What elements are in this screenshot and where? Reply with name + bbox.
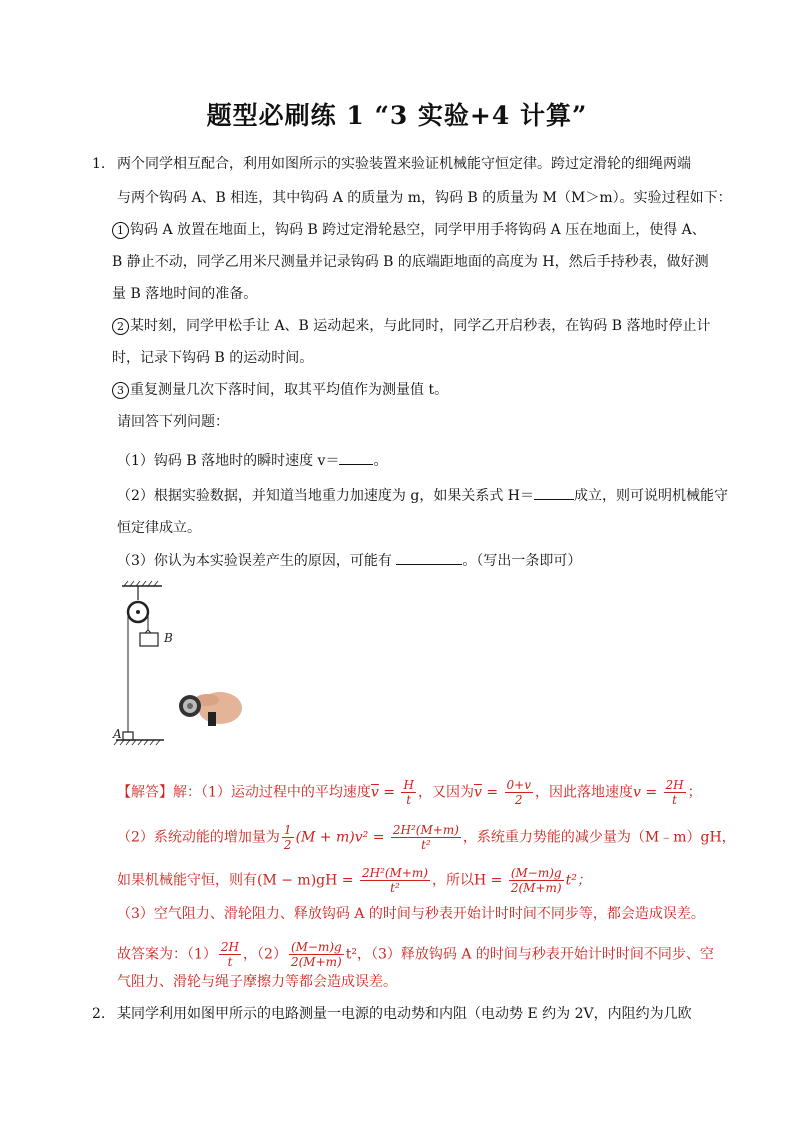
avg-velocity-symbol-2: $\overline{v}$ (473, 784, 482, 801)
q1-step2-line1 (112, 316, 711, 336)
q1-step2-line2: 时，记录下钩码 B 的运动时间。 (112, 350, 314, 366)
page-title: 题型必刷练 1 “3 实验+4 计算” (206, 101, 588, 130)
answer-l1-end: ； (687, 784, 702, 801)
answer-l1-text-b: ，又因为 (417, 784, 474, 801)
q2-line1: 某同学利用如图甲所示的电路测量一电源的电动势和内阻（电动势 E 约为 2V，内阻约为几欧 (117, 1006, 692, 1022)
frac-2h-over-t: $\frac{2H}{t}$ (665, 778, 684, 807)
frac-0v-over-2: $\frac{0+v}{2}$ (506, 778, 531, 807)
q1-step3-line1 (112, 380, 448, 400)
answer-l5-text: 故答案为：（1） (117, 946, 217, 963)
answer-line6: 气阻力、滑轮与绳子摩擦力等都会造成误差。 (117, 974, 397, 990)
q1-step1-line3: 量 B 落地时间的准备。 (112, 286, 258, 302)
sub2-text-b: 成立，则可说明机械能守 (573, 488, 728, 504)
answer-line5 (117, 940, 714, 969)
q1-prompt: 请回答下列问题： (117, 414, 229, 430)
label-b: B (164, 631, 173, 645)
q1-step1-text: 钩码 A 放置在地面上，钩码 B 跨过定滑轮悬空，同学甲用手将钩码 A 压在地面上，使得 A、 (130, 222, 706, 238)
sub2-text: （2）根据实验数据，并知道当地重力加速度为 g，如果关系式 H＝ (117, 488, 534, 504)
answer-l2-text-b: ，系统重力势能的减少量为（M﹣m）gH， (462, 829, 736, 846)
avg-velocity-symbol: $\overline{v}$ (370, 784, 379, 801)
frac-half: $\frac{1}{2}$ (283, 823, 292, 852)
sub1-blank (339, 450, 373, 465)
step2-marker: 2 (112, 318, 129, 335)
answer-l3-text-b: ，所以H = (431, 872, 507, 889)
answer-l2-text: （2）系统动能的增加量为 (117, 829, 280, 846)
q1-sub1 (117, 450, 387, 471)
answer-line1 (117, 778, 702, 807)
answer-line4: （3）空气阻力、滑轮阻力、释放钩码 A 的时间与秒表开始计时时间不同步等，都会造成误差。 (117, 906, 705, 922)
answer-l1-text-c: ，因此落地速度 (534, 784, 633, 801)
q1-step2-text: 某时刻，同学甲松手让 A、B 运动起来，与此同时，同学乙开启秒表，在钩码 B 落地时停止计 (130, 318, 711, 334)
sub1-end: 。 (373, 453, 388, 469)
frac-energy: $\frac{\text{2H²(M+m)}}{\text{t²}}$ (361, 866, 428, 895)
frac-h-over-t: $\frac{H}{t}$ (403, 778, 414, 807)
answer-tag: 【解答】 (117, 784, 173, 801)
hand-stopwatch-illustration (179, 692, 242, 726)
q1-sub2-line2: 恒定律成立。 (117, 520, 201, 536)
mass-b (140, 633, 158, 646)
q1-step3-text: 重复测量几次下落时间，取其平均值作为测量值 t。 (130, 382, 449, 398)
sub1-text: （1）钩码 B 落地时的瞬时速度 v＝ (117, 453, 340, 469)
frac-ke: $\frac{\text{2H²(M+m)}}{\text{t²}}$ (392, 823, 459, 852)
question-1-number: 1. (92, 156, 106, 172)
answer-line2 (117, 823, 736, 852)
eq-sign-2: = (481, 784, 503, 801)
label-a: A (113, 727, 122, 741)
q1-sub2 (117, 485, 728, 506)
frac-answer1: $\frac{2H}{t}$ (220, 940, 240, 969)
ke-expression: (M + m)v² = (295, 829, 389, 846)
q1-stem-line2: 与两个钩码 A、B 相连，其中钩码 A 的质量为 m，钩码 B 的质量为 M（M＞m）。实验过程如下： (117, 190, 732, 206)
t-squared: t²； (565, 872, 591, 889)
answer-l3-text: 如果机械能守恒，则有(M − m)gH = (117, 872, 358, 889)
pulley-figure (112, 578, 252, 748)
sub3-blank (396, 550, 462, 565)
answer-l1-text: 解：（1）运动过程中的平均速度 (173, 784, 371, 801)
answer-l5-text-b: ，（2） (243, 946, 287, 963)
eq-sign: = (378, 784, 400, 801)
answer-line3 (117, 866, 591, 895)
mass-a (123, 732, 133, 740)
question-2-number: 2. (92, 1006, 106, 1022)
frac-answer2: $\frac{(M-m)g}{2(M+m)}$ (290, 940, 342, 969)
sub3-text-b: 。（写出一条即可） (462, 553, 582, 569)
step1-marker: 1 (112, 222, 129, 239)
q1-sub3 (117, 550, 581, 571)
sub3-text: （3）你认为本实验误差产生的原因，可能有 (117, 553, 397, 569)
q1-step1-line2: B 静止不动，同学乙用米尺测量并记录钩码 B 的底端距地面的高度为 H，然后手持秒表，做好测 (112, 254, 709, 270)
answer-l5-text-c: t²，（3）释放钩码 A 的时间与秒表开始计时时间不同步、空 (345, 946, 714, 963)
sub2-blank (534, 485, 574, 500)
q1-step1-line1 (112, 220, 706, 240)
velocity-symbol: v = (632, 784, 662, 801)
q1-stem-line1: 两个同学相互配合，利用如图所示的实验装置来验证机械能守恒定律。跨过定滑轮的细绳两端 (117, 156, 691, 172)
step3-marker: 3 (112, 382, 129, 399)
frac-mass-ratio: $\frac{(M-m)g}{2(M+m)}$ (510, 866, 562, 895)
